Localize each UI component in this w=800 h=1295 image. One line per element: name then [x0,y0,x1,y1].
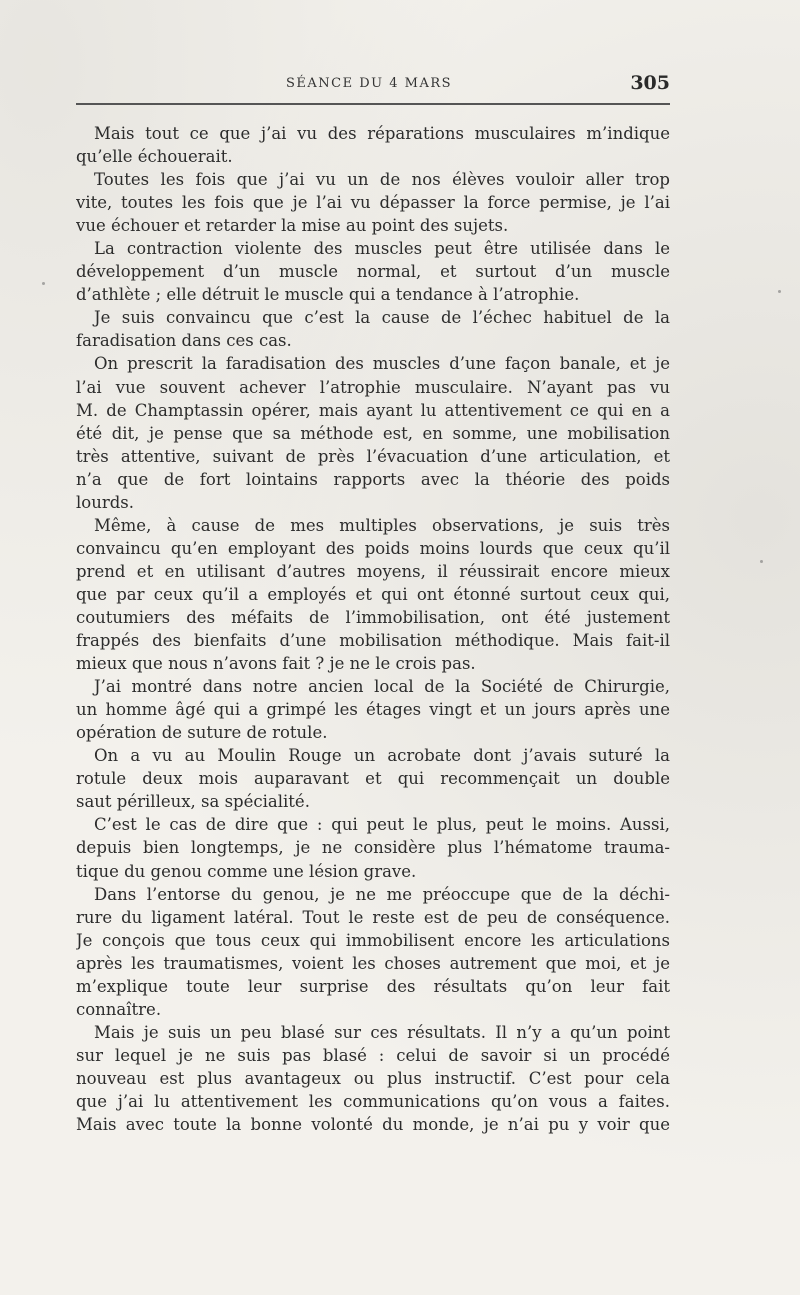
text-line: Mais tout ce que j’ai vu des réparations musculaires m’indique [94,124,670,143]
text-line: mieux que nous n’avons fait ? je ne le crois pas. [76,654,476,674]
text-line: qu’elle échouerait. [76,147,233,167]
text-line: Je conçois que tous ceux qui immobilisent encore les articulations [76,930,670,950]
text-line: depuis bien longtemps, je ne considère plus l’hématome trauma- [76,838,670,858]
text-line: nouveau est plus avantageux ou plus instructif. C’est pour cela [76,1068,670,1088]
text-line: Je suis convaincu que c’est la cause de l’échec habituel de la [94,308,670,328]
text-line: La contraction violente des muscles peut être utilisée dans le [94,239,670,259]
text-line: convaincu qu’en employant des poids moins lourds que ceux qu’il [76,538,670,558]
text-line: sur lequel je ne suis pas blasé : celui de savoir si un procédé [76,1045,670,1065]
paper-speck [760,560,763,563]
page-number: 305 [630,72,670,94]
text-line: tique du genou comme une lésion grave. [76,861,417,881]
text-line: d’athlète ; elle détruit le muscle qui a tendance à l’atrophie. [76,285,580,305]
paragraph [76,237,670,306]
text-line: un homme âgé qui a grimpé les étages vingt et un jours après une [76,700,670,720]
text-line: m’explique toute leur surprise des résultats qu’on leur fait [76,976,670,996]
text-line: connaître. [76,999,162,1019]
text-line: très attentive, suivant de près l’évacuation d’une articulation, et [76,446,670,466]
text-line: Toutes les fois que j’ai vu un de nos élèves vouloir aller trop [94,170,670,190]
paragraph [76,122,670,168]
paper-speck [42,282,45,285]
text-line: que par ceux qu’il a employés et qui ont étonné surtout ceux qui, [76,584,670,604]
paragraph [76,675,670,744]
text-line: Mais avec toute la bonne volonté du monde, je n’ai pu y voir que [76,1115,670,1135]
paragraph [76,306,670,352]
text-line: Même, à cause de mes multiples observations, je suis très [94,515,670,535]
paragraph [76,883,670,1021]
paragraph [76,352,670,513]
body-text [76,122,670,1136]
text-line: prend et en utilisant d’autres moyens, il réussirait encore mieux [76,561,670,581]
text-line: faradisation dans ces cas. [76,331,292,351]
paragraph [76,1021,670,1136]
text-line: frappés des bienfaits d’une mobilisation méthodique. Mais fait-il [76,631,670,651]
page-header [76,72,670,102]
text-line: C’est le cas de dire que : qui peut le plus, peut le moins. Aussi, [94,815,670,835]
text-line: lourds. [76,492,134,512]
text-line: développement d’un muscle normal, et surtout d’un muscle [76,262,670,282]
text-line: que j’ai lu attentivement les communications qu’on vous a faites. [76,1091,670,1111]
text-line: été dit, je pense que sa méthode est, en somme, une mobilisation [76,423,670,443]
text-line: opération de suture de rotule. [76,723,328,743]
paragraph [76,813,670,882]
text-line: après les traumatismes, voient les choses autrement que moi, et je [76,953,670,973]
text-line: Mais je suis un peu blasé sur ces résultats. Il n’y a qu’un point [94,1022,670,1042]
paragraph [76,514,670,675]
paper-speck [778,290,781,293]
text-line: n’a que de fort lointains rapports avec la théorie des poids [76,469,670,489]
text-line: vue échouer et retarder la mise au point des sujets. [76,216,509,236]
text-line: coutumiers des méfaits de l’immobilisation, ont été justement [76,607,670,627]
text-line: Dans l’entorse du genou, je ne me préoccupe que de la déchi- [94,884,670,904]
text-line: vite, toutes les fois que je l’ai vu dépasser la force permise, je l’ai [76,193,670,213]
text-line: saut périlleux, sa spécialité. [76,792,310,812]
text-line: M. de Champtassin opérer, mais ayant lu attentivement ce qui en a [76,400,670,420]
running-title: SÉANCE DU 4 MARS [286,76,453,91]
paragraph [76,168,670,237]
text-line: On a vu au Moulin Rouge un acrobate dont j’avais suturé la [94,746,670,766]
text-line: rure du ligament latéral. Tout le reste est de peu de conséquence. [76,907,670,927]
header-rule [76,103,670,105]
text-line: J’ai montré dans notre ancien local de la Société de Chirurgie, [94,677,670,697]
text-line: On prescrit la faradisation des muscles d’une façon banale, et je [94,354,670,374]
paragraph [76,744,670,813]
text-line: rotule deux mois auparavant et qui recommençait un double [76,769,670,789]
text-line: l’ai vue souvent achever l’atrophie musculaire. N’ayant pas vu [76,377,670,397]
